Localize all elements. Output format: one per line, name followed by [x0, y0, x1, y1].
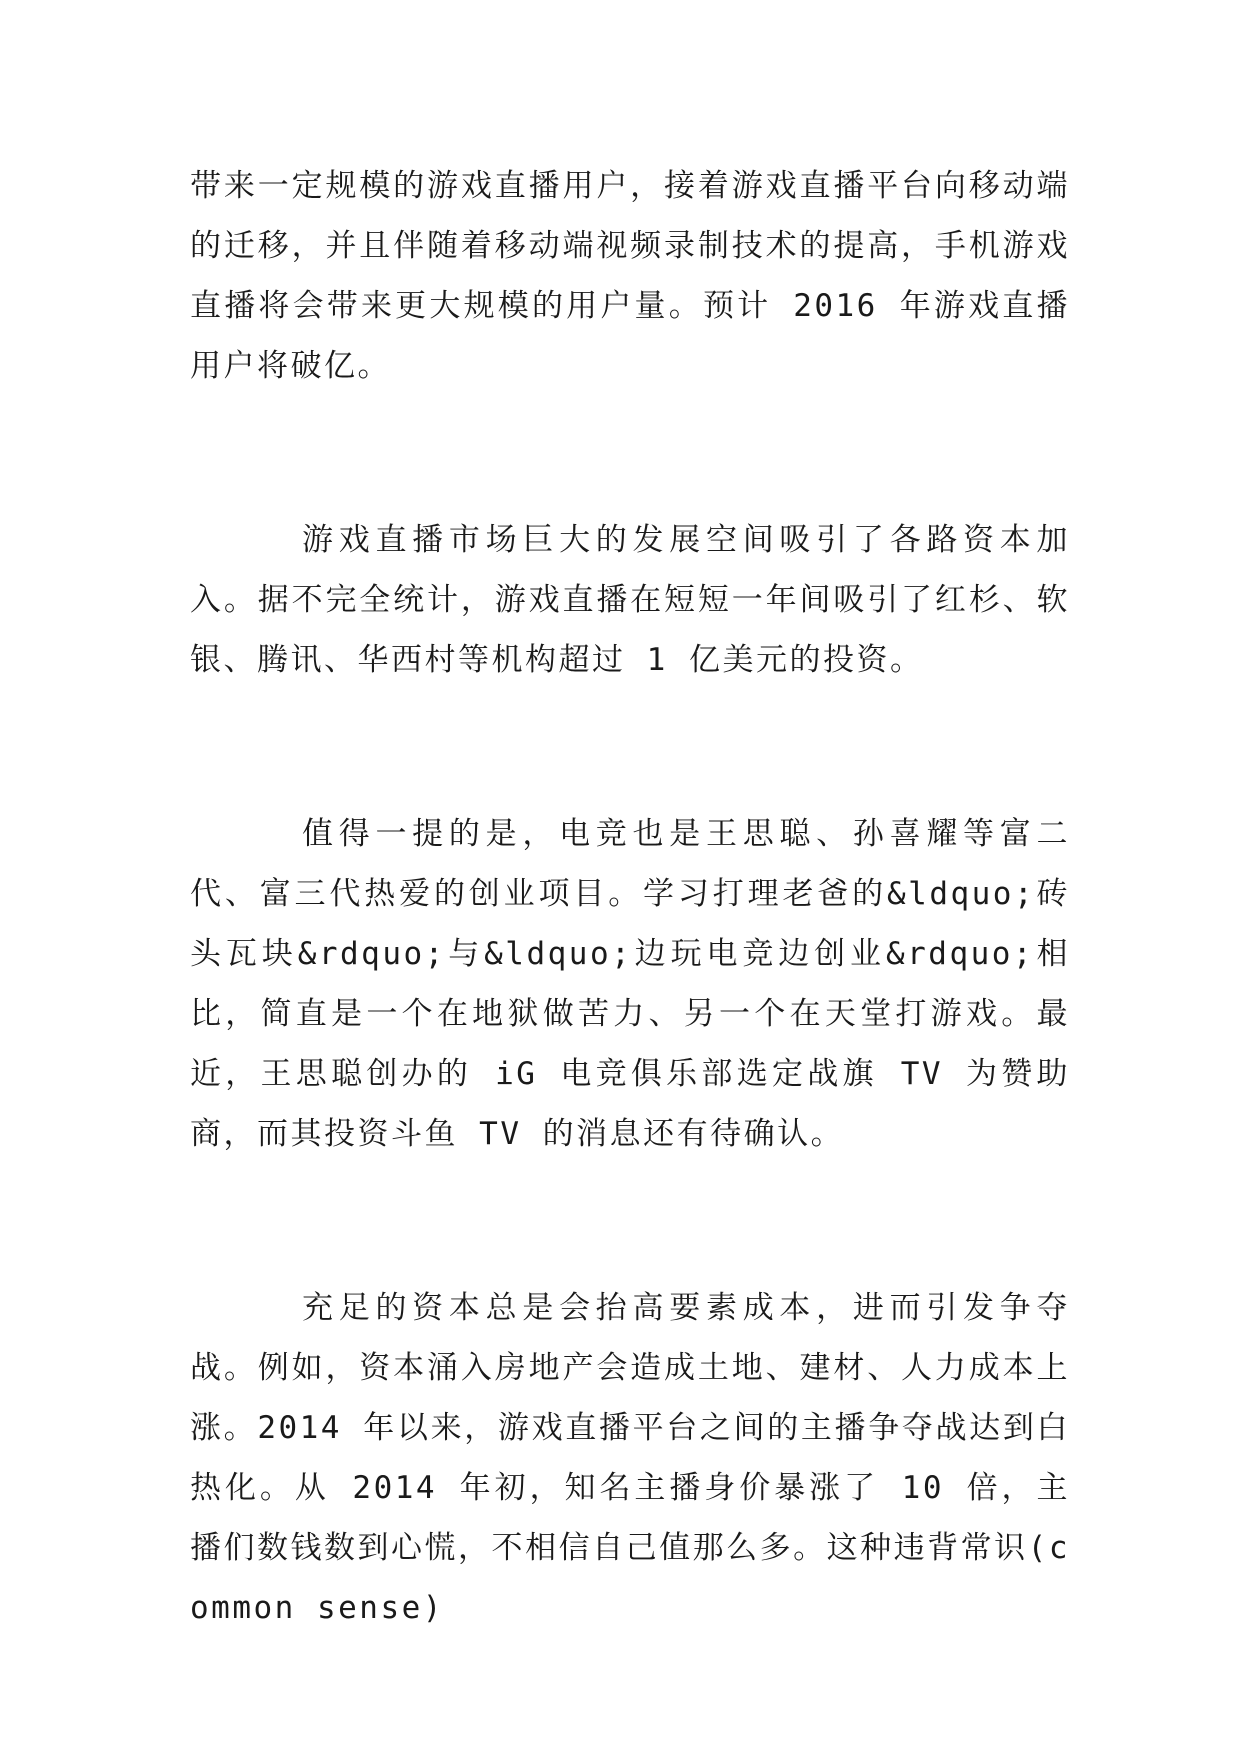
- paragraph-3: 值得一提的是，电竞也是王思聪、孙喜耀等富二代、富三代热爱的创业项目。学习打理老爸的&ldquo;砖头瓦块&rdquo;与&ldquo;边玩电竞边创业&rdquo;相比，简直是一个在地狱做苦力、另一个在天堂打游戏。最近，王思聪创办的 iG 电竞俱乐部选定战旗 TV 为赞助商，而其投资斗鱼 TV 的消息还有待确认。: [190, 816, 1070, 1152]
- paragraph-2: 游戏直播市场巨大的发展空间吸引了各路资本加入。据不完全统计，游戏直播在短短一年间吸引了红杉、软银、腾讯、华西村等机构超过 1 亿美元的投资。: [190, 522, 1070, 678]
- document-body: [190, 156, 1070, 1638]
- paragraph-1: 带来一定规模的游戏直播用户，接着游戏直播平台向移动端的迁移，并且伴随着移动端视频录制技术的提高，手机游戏直播将会带来更大规模的用户量。预计 2016 年游戏直播用户将破亿。: [190, 168, 1070, 384]
- paragraph-4: 充足的资本总是会抬高要素成本，进而引发争夺战。例如，资本涌入房地产会造成土地、建材、人力成本上涨。2014 年以来，游戏直播平台之间的主播争夺战达到白热化。从 2014 年初，知名主播身价暴涨了 10 倍，主播们数钱数到心慌，不相信自己值那么多。这种违背常识(common sense): [190, 1290, 1070, 1626]
